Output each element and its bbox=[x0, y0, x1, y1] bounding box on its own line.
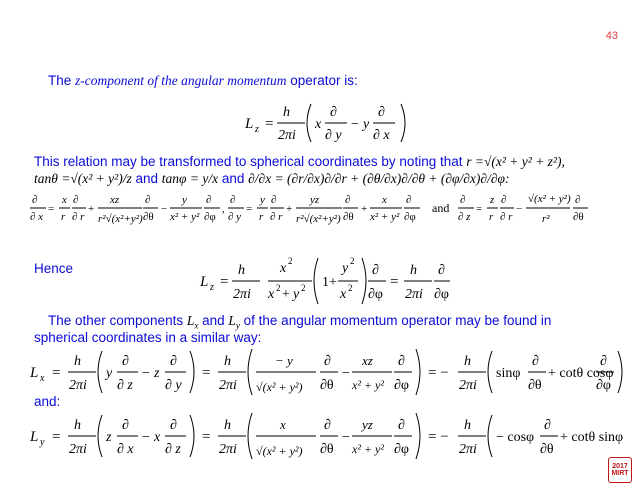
svg-text:L: L bbox=[200, 274, 209, 290]
svg-text:∂: ∂ bbox=[532, 354, 539, 369]
svg-text:r: r bbox=[61, 211, 66, 223]
svg-text:+: + bbox=[286, 203, 293, 215]
svg-text:2πi: 2πi bbox=[69, 442, 87, 457]
svg-text:∂: ∂ bbox=[378, 105, 385, 120]
svg-text:= −: = − bbox=[428, 429, 449, 445]
svg-text:∂: ∂ bbox=[372, 263, 379, 278]
svg-text:−: − bbox=[516, 203, 523, 215]
lx-equation bbox=[30, 343, 614, 401]
svg-text:h: h bbox=[74, 418, 81, 433]
lx-equation-tail bbox=[596, 343, 636, 401]
svg-text:∂ y: ∂ y bbox=[165, 378, 182, 393]
svg-text:∂φ: ∂φ bbox=[434, 287, 449, 302]
svg-text:2πi: 2πi bbox=[233, 287, 251, 302]
svg-text:y: y bbox=[342, 261, 349, 276]
svg-text:∂: ∂ bbox=[345, 194, 351, 206]
svg-text:=: = bbox=[246, 203, 253, 215]
svg-text:=: = bbox=[390, 274, 399, 290]
svg-text:xz: xz bbox=[110, 194, 120, 206]
svg-text:yz: yz bbox=[310, 194, 320, 206]
svg-text:∂ z: ∂ z bbox=[458, 211, 471, 223]
page-number: 43 bbox=[605, 30, 618, 42]
svg-text:−: − bbox=[142, 430, 150, 445]
svg-text:−: − bbox=[161, 203, 168, 215]
svg-text:1+: 1+ bbox=[322, 275, 337, 290]
svg-text:∂θ: ∂θ bbox=[320, 442, 334, 457]
svg-text:∂: ∂ bbox=[324, 354, 331, 369]
svg-text:∂θ: ∂θ bbox=[320, 378, 334, 393]
svg-text:,: , bbox=[222, 203, 225, 215]
svg-text:x: x bbox=[280, 417, 286, 432]
svg-text:∂φ: ∂φ bbox=[404, 211, 416, 223]
svg-text:∂: ∂ bbox=[324, 418, 331, 433]
svg-text:=: = bbox=[265, 116, 274, 132]
other-components-line-2: spherical coordinates in a similar way: bbox=[34, 330, 262, 345]
svg-text:+: + bbox=[282, 287, 290, 302]
svg-text:+: + bbox=[361, 203, 368, 215]
svg-text:∂ y: ∂ y bbox=[325, 128, 342, 143]
svg-text:∂: ∂ bbox=[398, 354, 405, 369]
svg-text:2πi: 2πi bbox=[459, 378, 477, 393]
svg-text:x: x bbox=[315, 117, 322, 132]
svg-text:y: y bbox=[363, 117, 370, 132]
mirt-logo: 2017 MIRT bbox=[608, 457, 632, 483]
other-components-line-1: The other components $L_x$ and $L_y$ of the angular momentum operator may be found in bbox=[48, 313, 552, 331]
svg-text:h: h bbox=[464, 354, 471, 369]
lz-symbol: L bbox=[245, 116, 254, 132]
svg-text:∂φ: ∂φ bbox=[596, 378, 611, 393]
relation-line-1: This relation may be transformed to spherical coordinates by noting that r =√(x² + y² + z²), bbox=[34, 154, 565, 169]
svg-text:h: h bbox=[74, 354, 81, 369]
svg-text:y: y bbox=[106, 366, 113, 381]
svg-text:∂φ: ∂φ bbox=[204, 211, 216, 223]
lz-definition-equation bbox=[245, 98, 435, 148]
svg-text:h: h bbox=[238, 263, 245, 278]
svg-text:− cosφ: − cosφ bbox=[496, 430, 535, 445]
partial-derivatives-equation bbox=[30, 188, 630, 240]
svg-text:∂: ∂ bbox=[271, 194, 277, 206]
svg-text:∂ x: ∂ x bbox=[117, 442, 134, 457]
and-word: and bbox=[432, 201, 450, 215]
svg-text:−: − bbox=[342, 366, 350, 381]
svg-text:h: h bbox=[224, 354, 231, 369]
svg-text:∂ x: ∂ x bbox=[373, 128, 390, 143]
svg-text:∂: ∂ bbox=[230, 194, 236, 206]
svg-text:∂φ: ∂φ bbox=[394, 378, 409, 393]
svg-text:+ cotθ sinφ: + cotθ sinφ bbox=[560, 430, 624, 445]
svg-text:∂: ∂ bbox=[544, 418, 551, 433]
svg-text:z: z bbox=[106, 430, 112, 445]
svg-text:z: z bbox=[210, 282, 214, 293]
svg-text:∂: ∂ bbox=[170, 354, 177, 369]
svg-text:sinφ: sinφ bbox=[496, 366, 521, 381]
svg-text:x: x bbox=[268, 287, 275, 302]
svg-text:2πi: 2πi bbox=[278, 128, 296, 143]
svg-text:h: h bbox=[224, 418, 231, 433]
svg-text:z: z bbox=[154, 366, 160, 381]
svg-text:z: z bbox=[490, 194, 495, 206]
svg-text:h: h bbox=[410, 263, 417, 278]
svg-text:2: 2 bbox=[348, 283, 353, 293]
svg-text:∂: ∂ bbox=[575, 194, 581, 206]
svg-text:r²√(x²+y²): r²√(x²+y²) bbox=[98, 213, 143, 225]
svg-text:x: x bbox=[280, 261, 287, 276]
svg-text:=: = bbox=[220, 274, 229, 290]
svg-text:∂θ: ∂θ bbox=[573, 211, 584, 223]
svg-text:∂θ: ∂θ bbox=[143, 211, 154, 223]
svg-text:∂: ∂ bbox=[406, 194, 412, 206]
svg-text:y: y bbox=[260, 194, 265, 206]
svg-text:∂ z: ∂ z bbox=[117, 378, 133, 393]
svg-text:2: 2 bbox=[276, 283, 281, 293]
svg-text:∂: ∂ bbox=[145, 194, 151, 206]
svg-text:∂θ: ∂θ bbox=[528, 378, 542, 393]
svg-text:r²√(x²+y²): r²√(x²+y²) bbox=[296, 213, 341, 225]
hence-equation bbox=[200, 250, 450, 312]
svg-text:=: = bbox=[48, 203, 55, 215]
svg-text:∂: ∂ bbox=[460, 194, 466, 206]
svg-text:=: = bbox=[476, 203, 483, 215]
svg-text:−: − bbox=[351, 117, 359, 132]
svg-text:−: − bbox=[342, 430, 350, 445]
svg-text:x: x bbox=[62, 194, 67, 206]
svg-text:∂: ∂ bbox=[32, 194, 38, 206]
svg-text:=: = bbox=[202, 429, 211, 445]
svg-text:L: L bbox=[30, 429, 39, 445]
svg-text:r²: r² bbox=[542, 213, 550, 225]
ly-equation bbox=[30, 407, 624, 465]
svg-text:2: 2 bbox=[301, 283, 306, 293]
svg-text:2πi: 2πi bbox=[219, 442, 237, 457]
relation-line-2: tanθ =√(x² + y²)/z and tanφ = y/x and ∂/∂x = (∂r/∂x)∂/∂r + (∂θ/∂x)∂/∂θ + (∂φ/∂x)∂/∂φ: bbox=[34, 171, 510, 186]
svg-text:∂: ∂ bbox=[122, 354, 129, 369]
and-label: and: bbox=[34, 394, 61, 409]
svg-text:= −: = − bbox=[428, 365, 449, 381]
svg-text:x² + y²: x² + y² bbox=[170, 211, 200, 223]
svg-text:2πi: 2πi bbox=[69, 378, 87, 393]
svg-text:∂: ∂ bbox=[73, 194, 79, 206]
svg-text:√(x² + y²): √(x² + y²) bbox=[256, 380, 303, 394]
svg-text:x² + y²: x² + y² bbox=[352, 442, 384, 456]
svg-text:∂: ∂ bbox=[438, 263, 445, 278]
svg-text:h: h bbox=[283, 105, 290, 120]
svg-text:h: h bbox=[464, 418, 471, 433]
svg-text:x: x bbox=[382, 194, 387, 206]
svg-text:+ cotθ cosφ: + cotθ cosφ bbox=[548, 366, 614, 381]
svg-text:∂: ∂ bbox=[501, 194, 507, 206]
svg-text:xz: xz bbox=[362, 353, 373, 368]
svg-text:2πi: 2πi bbox=[405, 287, 423, 302]
svg-text:√(x² + y²): √(x² + y²) bbox=[528, 193, 571, 205]
hence-label: Hence bbox=[34, 261, 74, 276]
svg-text:∂ y: ∂ y bbox=[228, 211, 242, 223]
svg-text:z: z bbox=[255, 124, 259, 135]
svg-text:∂: ∂ bbox=[600, 354, 607, 369]
svg-text:∂: ∂ bbox=[170, 418, 177, 433]
svg-text:∂ x: ∂ x bbox=[30, 211, 44, 223]
svg-text:yz: yz bbox=[362, 417, 373, 432]
svg-text:y: y bbox=[182, 194, 187, 206]
svg-text:=: = bbox=[52, 365, 61, 381]
svg-text:− y: − y bbox=[275, 353, 293, 368]
svg-text:x² + y²: x² + y² bbox=[370, 211, 400, 223]
svg-text:∂θ: ∂θ bbox=[343, 211, 354, 223]
svg-text:r: r bbox=[259, 211, 264, 223]
svg-text:x: x bbox=[340, 287, 347, 302]
svg-text:∂ z: ∂ z bbox=[165, 442, 181, 457]
svg-text:2πi: 2πi bbox=[459, 442, 477, 457]
svg-text:y: y bbox=[293, 287, 300, 302]
svg-text:∂φ: ∂φ bbox=[368, 287, 383, 302]
svg-text:=: = bbox=[202, 365, 211, 381]
svg-text:∂ r: ∂ r bbox=[500, 211, 513, 223]
svg-text:−: − bbox=[142, 366, 150, 381]
svg-text:∂ r: ∂ r bbox=[270, 211, 283, 223]
svg-text:x: x bbox=[40, 373, 45, 384]
svg-text:x: x bbox=[154, 430, 161, 445]
svg-text:√(x² + y²): √(x² + y²) bbox=[256, 444, 303, 458]
svg-text:=: = bbox=[52, 429, 61, 445]
intro-text: The z-component of the angular momentum operator is: bbox=[48, 73, 358, 88]
svg-text:y: y bbox=[40, 437, 45, 448]
svg-text:2: 2 bbox=[350, 256, 355, 266]
svg-text:+: + bbox=[88, 203, 95, 215]
svg-text:∂: ∂ bbox=[122, 418, 129, 433]
svg-text:r: r bbox=[489, 211, 494, 223]
svg-text:∂: ∂ bbox=[330, 105, 337, 120]
svg-text:∂φ: ∂φ bbox=[394, 442, 409, 457]
svg-text:2πi: 2πi bbox=[219, 378, 237, 393]
svg-text:L: L bbox=[30, 365, 39, 381]
svg-text:∂θ: ∂θ bbox=[540, 442, 554, 457]
svg-text:∂ r: ∂ r bbox=[72, 211, 85, 223]
svg-text:∂: ∂ bbox=[398, 418, 405, 433]
svg-text:2: 2 bbox=[288, 256, 293, 266]
svg-text:∂: ∂ bbox=[206, 194, 212, 206]
svg-text:x² + y²: x² + y² bbox=[352, 378, 384, 392]
